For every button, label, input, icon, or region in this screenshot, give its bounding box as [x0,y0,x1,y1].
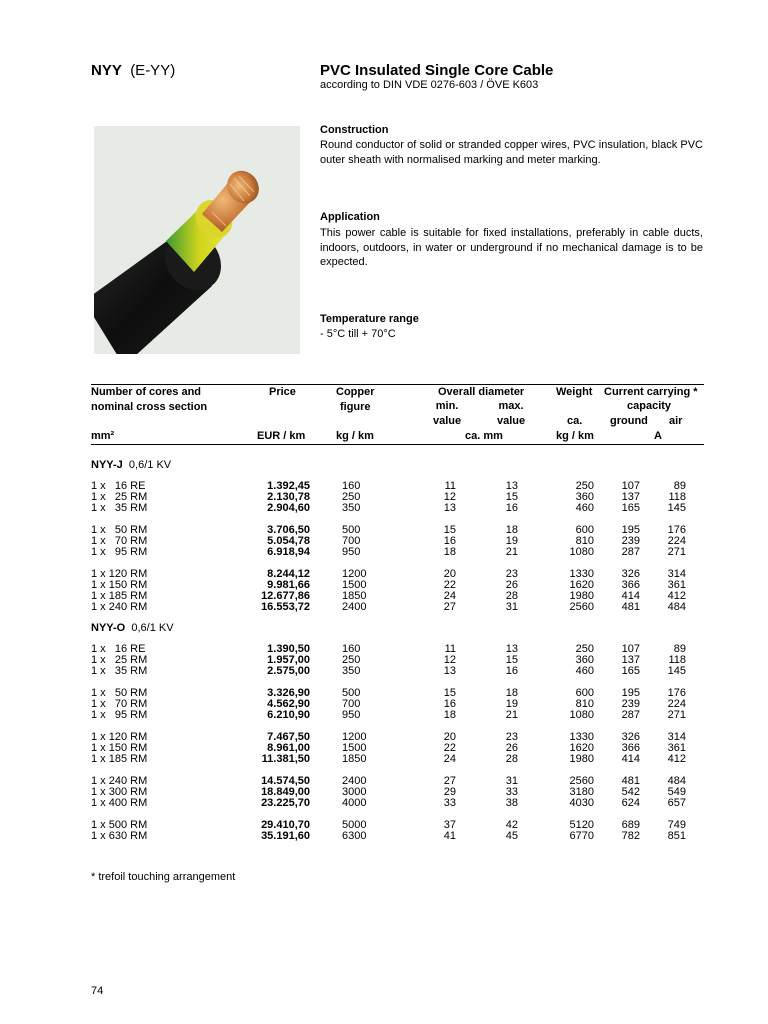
cell-ground: 326 [621,568,640,580]
cell-weight: 360 [575,654,594,666]
cell-core: 1 x 95 RM [91,546,148,558]
cell-max: 13 [505,643,518,655]
cell-core: 1 x 25 RM [91,491,148,503]
cell-air: 89 [673,643,686,655]
cell-weight: 810 [575,698,594,710]
product-code [91,62,175,79]
cell-air: 484 [667,601,686,613]
cell-price: 35.191,60 [261,830,310,842]
cell-max: 45 [505,830,518,842]
cell-min: 24 [443,753,456,765]
group-heading [91,459,171,471]
cell-air: 657 [667,797,686,809]
cell-air: 118 [668,654,686,666]
product-code-alt: (E-YY) [130,62,176,79]
cell-copper: 2400 [342,775,367,787]
group-name: NYY-O [91,622,126,634]
cell-price: 1.390,50 [267,643,310,655]
page-number: 74 [91,985,104,997]
group-voltage: 0,6/1 KV [128,459,172,471]
cell-ground: 689 [621,819,640,831]
cell-core: 1 x 50 RM [91,687,148,699]
cell-weight: 6770 [569,830,594,842]
cell-core: 1 x 16 RE [91,643,146,655]
cell-max: 38 [505,797,518,809]
cell-weight: 600 [575,687,594,699]
cell-min: 20 [443,568,456,580]
cell-core: 1 x 240 RM [91,775,148,787]
temperature-heading: Temperature range [320,313,419,325]
cell-copper: 1850 [342,753,367,765]
cell-copper: 3000 [342,786,367,798]
cell-air: 145 [667,502,686,514]
cell-copper: 2400 [342,601,367,613]
construction-text: Round conductor of solid or stranded copper wires, PVC insulation, black PVC outer sheath with normalised marking and meter marking. [320,139,703,166]
cell-air: 749 [667,819,686,831]
cell-air: 549 [667,786,686,798]
cell-min: 18 [443,709,456,721]
cell-copper: 1500 [342,579,367,591]
cell-ground: 165 [621,665,640,677]
cell-max: 28 [505,590,518,602]
cell-air: 314 [667,731,686,743]
table-row [0,831,768,842]
cell-weight: 2560 [569,601,594,613]
header-diameter: Overall diameter [438,386,525,398]
cell-price: 11.381,50 [261,753,310,765]
cell-min: 27 [443,775,456,787]
cell-weight: 1620 [569,579,594,591]
cell-ground: 287 [621,709,640,721]
cell-min: 33 [443,797,456,809]
cell-ground: 414 [621,753,640,765]
cell-price: 2.130,78 [267,491,310,503]
table-row [0,798,768,809]
cell-ground: 481 [621,601,640,613]
cell-min: 22 [443,742,456,754]
cell-min: 12 [443,654,456,666]
header-max: max. value [497,400,526,427]
cell-max: 21 [505,709,518,721]
cell-price: 29.410,70 [261,819,310,831]
cell-max: 26 [505,579,518,591]
cell-air: 224 [667,535,686,547]
footnote: * trefoil touching arrangement [91,871,236,883]
cell-core: 1 x 50 RM [91,524,148,536]
table-row [0,547,768,558]
table-row [0,710,768,721]
cell-price: 9.981,66 [267,579,310,591]
cell-weight: 1080 [569,546,594,558]
cell-max: 31 [505,601,518,613]
cell-min: 16 [443,698,456,710]
header-min: min. value [433,400,462,427]
cell-min: 13 [443,665,456,677]
cell-weight: 810 [575,535,594,547]
cell-price: 3.326,90 [267,687,310,699]
cell-core: 1 x 16 RE [91,480,146,492]
header-weight: Weight [556,386,593,398]
unit-price: EUR / km [257,430,306,442]
cell-min: 11 [444,643,456,655]
cell-ground: 195 [621,524,640,536]
cell-price: 8.961,00 [267,742,310,754]
cell-ground: 137 [621,491,640,503]
temperature-text: - 5°C till + 70°C [320,328,396,340]
header-capacity: capacity [627,400,672,412]
cell-air: 412 [667,590,686,602]
cell-ground: 414 [621,590,640,602]
cell-core: 1 x 70 RM [91,698,148,710]
cell-air: 224 [667,698,686,710]
cell-weight: 600 [575,524,594,536]
cell-core: 1 x 300 RM [91,786,148,798]
cell-ground: 195 [621,687,640,699]
cell-max: 23 [505,731,518,743]
cell-core: 1 x 95 RM [91,709,148,721]
cell-weight: 4030 [569,797,594,809]
table-row [0,666,768,677]
table-row [0,754,768,765]
header-current: Current carrying * [604,386,698,398]
cell-price: 7.467,50 [267,731,310,743]
group-name: NYY-J [91,459,123,471]
cell-max: 15 [505,491,518,503]
group-voltage: 0,6/1 KV [131,622,174,634]
application-text: This power cable is suitable for fixed installations, preferably in cable ducts, indoors, outdoors, in water or underground if no mechanical damage is to be expected. [320,227,703,269]
cell-weight: 1620 [569,742,594,754]
cell-air: 89 [673,480,686,492]
cell-weight: 5120 [569,819,594,831]
cell-max: 18 [505,687,518,699]
cell-max: 18 [505,524,518,536]
cell-copper: 350 [342,502,361,514]
unit-diameter: ca. mm [465,430,503,442]
cell-copper: 350 [342,665,361,677]
cell-price: 6.918,94 [267,546,310,558]
cell-min: 16 [443,535,456,547]
cell-copper: 250 [342,491,361,503]
unit-copper: kg / km [336,430,374,442]
cell-air: 271 [667,546,686,558]
cell-copper: 4000 [342,797,367,809]
cell-min: 24 [443,590,456,602]
cell-core: 1 x 240 RM [91,601,148,613]
cell-price: 6.210,90 [267,709,310,721]
cell-air: 118 [668,491,686,503]
cell-ground: 326 [621,731,640,743]
header-weight-ca: ca. [567,415,583,427]
cell-air: 176 [667,524,686,536]
cell-weight: 3180 [569,786,594,798]
cell-core: 1 x 120 RM [91,568,148,580]
cell-min: 29 [443,786,456,798]
cell-min: 20 [443,731,456,743]
cell-price: 12.677,86 [261,590,310,602]
page-title: PVC Insulated Single Core Cable [320,62,554,79]
cell-price: 2.904,60 [267,502,310,514]
construction-heading: Construction [320,124,389,136]
cable-illustration [94,126,300,354]
cell-ground: 165 [621,502,640,514]
cell-max: 15 [505,654,518,666]
cell-core: 1 x 120 RM [91,731,148,743]
group-heading [91,622,174,634]
cell-copper: 500 [342,687,361,699]
cell-air: 176 [667,687,686,699]
cell-air: 314 [667,568,686,580]
cell-price: 23.225,70 [261,797,310,809]
cell-price: 3.706,50 [267,524,310,536]
cell-max: 19 [505,535,518,547]
cell-core: 1 x 150 RM [91,742,148,754]
cell-price: 5.054,78 [267,535,310,547]
header-price: Price [269,386,296,398]
cell-weight: 1080 [569,709,594,721]
cell-max: 19 [505,698,518,710]
cell-core: 1 x 35 RM [91,502,148,514]
cell-weight: 250 [575,643,594,655]
cell-air: 484 [667,775,686,787]
cell-copper: 700 [342,698,361,710]
cell-copper: 1200 [342,731,367,743]
cell-copper: 950 [342,709,361,721]
cell-price: 1.392,45 [267,480,310,492]
unit-weight: kg / km [556,430,594,442]
header-ground: ground [610,415,648,427]
cell-core: 1 x 25 RM [91,654,148,666]
cell-weight: 2560 [569,775,594,787]
cell-ground: 287 [621,546,640,558]
table-row [0,503,768,514]
cell-max: 26 [505,742,518,754]
cell-max: 28 [505,753,518,765]
cell-core: 1 x 500 RM [91,819,148,831]
cell-air: 851 [667,830,686,842]
unit-current: A [654,430,662,442]
cable-photo [94,126,300,354]
header-copper: Copper figure [336,386,375,413]
cell-price: 8.244,12 [267,568,310,580]
cell-price: 4.562,90 [267,698,310,710]
cell-min: 11 [444,480,456,492]
cell-max: 16 [505,502,518,514]
cell-core: 1 x 150 RM [91,579,148,591]
cell-air: 271 [667,709,686,721]
cell-core: 1 x 70 RM [91,535,148,547]
cell-price: 18.849,00 [261,786,310,798]
cell-air: 145 [667,665,686,677]
cell-max: 33 [505,786,518,798]
cell-ground: 624 [621,797,640,809]
cell-copper: 160 [342,643,361,655]
cell-copper: 700 [342,535,361,547]
cell-air: 412 [667,753,686,765]
header-air: air [669,415,683,427]
cell-max: 21 [505,546,518,558]
cell-copper: 250 [342,654,361,666]
cell-price: 2.575,00 [267,665,310,677]
cell-core: 1 x 185 RM [91,753,148,765]
cell-max: 31 [505,775,518,787]
cell-min: 22 [443,579,456,591]
cell-weight: 1980 [569,590,594,602]
cell-ground: 239 [621,698,640,710]
cell-min: 13 [443,502,456,514]
cell-min: 15 [443,687,456,699]
page-subtitle: according to DIN VDE 0276-603 / ÖVE K603 [320,79,539,91]
cell-ground: 366 [621,579,640,591]
table-header-rule [91,444,704,445]
cell-copper: 5000 [342,819,367,831]
cell-weight: 360 [575,491,594,503]
cell-ground: 366 [621,742,640,754]
cell-min: 18 [443,546,456,558]
cell-core: 1 x 185 RM [91,590,148,602]
cell-ground: 107 [621,643,640,655]
header-cores: Number of cores and nominal cross section [91,386,208,413]
cell-price: 14.574,50 [261,775,310,787]
cell-weight: 1330 [569,731,594,743]
cell-ground: 782 [621,830,640,842]
table-row [0,602,768,613]
cell-copper: 1500 [342,742,367,754]
cell-min: 15 [443,524,456,536]
product-code-main: NYY [91,62,122,79]
cell-min: 12 [443,491,456,503]
cell-ground: 239 [621,535,640,547]
unit-cores: mm² [91,430,115,442]
cell-copper: 500 [342,524,361,536]
cell-min: 27 [443,601,456,613]
application-heading: Application [320,211,380,223]
cell-price: 16.553,72 [261,601,310,613]
cell-copper: 1200 [342,568,367,580]
cell-min: 41 [443,830,456,842]
cell-core: 1 x 400 RM [91,797,148,809]
cell-copper: 950 [342,546,361,558]
cell-weight: 460 [575,502,594,514]
cell-ground: 137 [621,654,640,666]
cell-weight: 1980 [569,753,594,765]
cell-price: 1.957,00 [267,654,310,666]
cell-weight: 250 [575,480,594,492]
cell-max: 13 [505,480,518,492]
cell-ground: 542 [621,786,640,798]
cell-max: 16 [505,665,518,677]
cell-core: 1 x 35 RM [91,665,148,677]
cell-max: 23 [505,568,518,580]
cell-weight: 460 [575,665,594,677]
cell-ground: 481 [621,775,640,787]
cell-min: 37 [443,819,456,831]
cell-copper: 6300 [342,830,367,842]
cell-air: 361 [667,742,686,754]
cell-weight: 1330 [569,568,594,580]
cell-max: 42 [505,819,518,831]
cell-air: 361 [667,579,686,591]
cell-copper: 1850 [342,590,367,602]
cell-ground: 107 [621,480,640,492]
cell-copper: 160 [342,480,361,492]
cell-core: 1 x 630 RM [91,830,148,842]
